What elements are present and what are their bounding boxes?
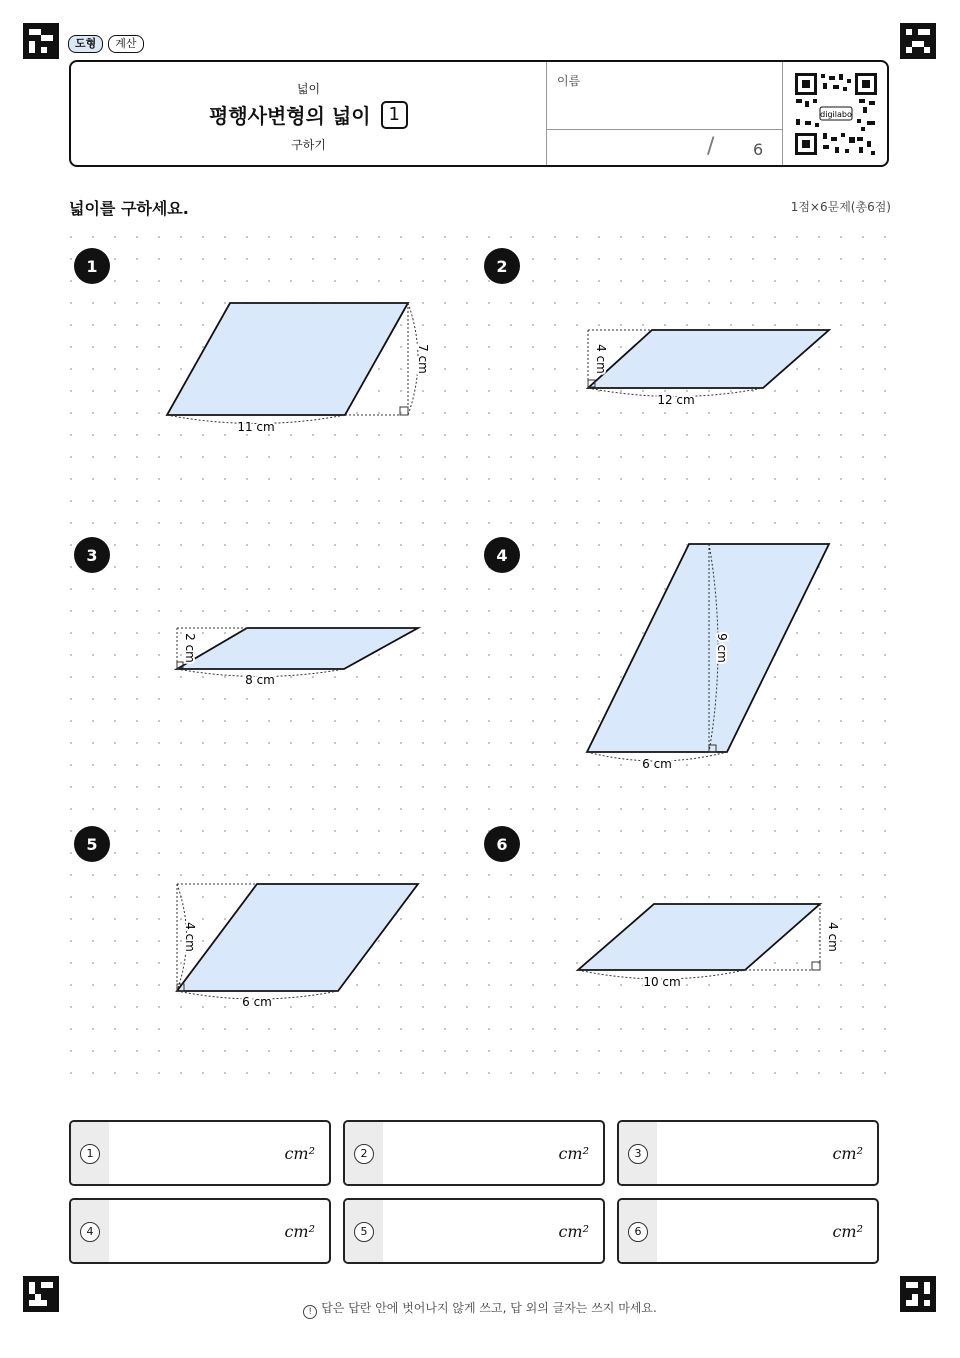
height-label: 4 cm — [826, 922, 840, 952]
base-label: 6 cm — [242, 995, 272, 1009]
problem-number: 5 — [86, 835, 98, 854]
tag-calculation: 계산 — [108, 35, 143, 53]
answer-number: 5 — [354, 1222, 374, 1242]
problem-number: 3 — [86, 546, 98, 565]
answer-number: 3 — [628, 1144, 648, 1164]
answer-unit: cm² — [558, 1222, 589, 1241]
problem-number: 1 — [86, 257, 98, 276]
answer-box-3[interactable] — [617, 1120, 879, 1186]
answer-unit: cm² — [832, 1144, 863, 1163]
base-label: 10 cm — [643, 975, 681, 989]
answer-unit: cm² — [832, 1222, 863, 1241]
answer-box-2[interactable] — [343, 1120, 605, 1186]
qr-code-label: digilabo — [820, 110, 852, 119]
answer-box-1[interactable] — [69, 1120, 331, 1186]
worksheet-title: 평행사변형의 넓이 — [209, 104, 371, 128]
footer-note — [0, 1299, 960, 1319]
instruction-text: 넓이를 구하세요. — [69, 199, 189, 218]
score-total: 6 — [753, 140, 764, 159]
answer-box-4[interactable] — [69, 1198, 331, 1264]
base-label: 12 cm — [657, 393, 695, 407]
answer-unit: cm² — [284, 1144, 315, 1163]
answer-number: 6 — [628, 1222, 648, 1242]
points-info: 1점×6문제(총6점) — [790, 200, 891, 214]
problem-number: 2 — [496, 257, 508, 276]
problem-number: 6 — [496, 835, 508, 854]
info-icon: ! — [303, 1305, 317, 1319]
name-label: 이름 — [557, 74, 581, 88]
height-label: 4 cm — [183, 922, 197, 952]
problem-number: 4 — [496, 546, 508, 565]
height-label: 7 cm — [416, 344, 430, 374]
answer-box-6[interactable] — [617, 1198, 879, 1264]
answer-number: 1 — [80, 1144, 100, 1164]
height-label: 9 cm — [715, 633, 729, 663]
base-label: 11 cm — [237, 420, 275, 434]
base-label: 6 cm — [642, 757, 672, 771]
answer-number: 2 — [354, 1144, 374, 1164]
answer-unit: cm² — [558, 1144, 589, 1163]
base-label: 8 cm — [245, 673, 275, 687]
height-label: 2 cm — [183, 633, 197, 663]
score-slash: / — [707, 134, 715, 159]
tag-shape: 도형 — [68, 35, 103, 53]
subject-label: 넓이 — [296, 82, 321, 96]
worksheet-subtitle: 구하기 — [291, 138, 326, 152]
footer-note-text: 답은 답란 안에 벗어나지 않게 쓰고, 답 외의 글자는 쓰지 마세요. — [321, 1301, 657, 1315]
height-label: 4 cm — [594, 344, 608, 374]
worksheet-number: 1 — [381, 101, 408, 129]
answer-unit: cm² — [284, 1222, 315, 1241]
answer-box-5[interactable] — [343, 1198, 605, 1264]
answer-number: 4 — [80, 1222, 100, 1242]
